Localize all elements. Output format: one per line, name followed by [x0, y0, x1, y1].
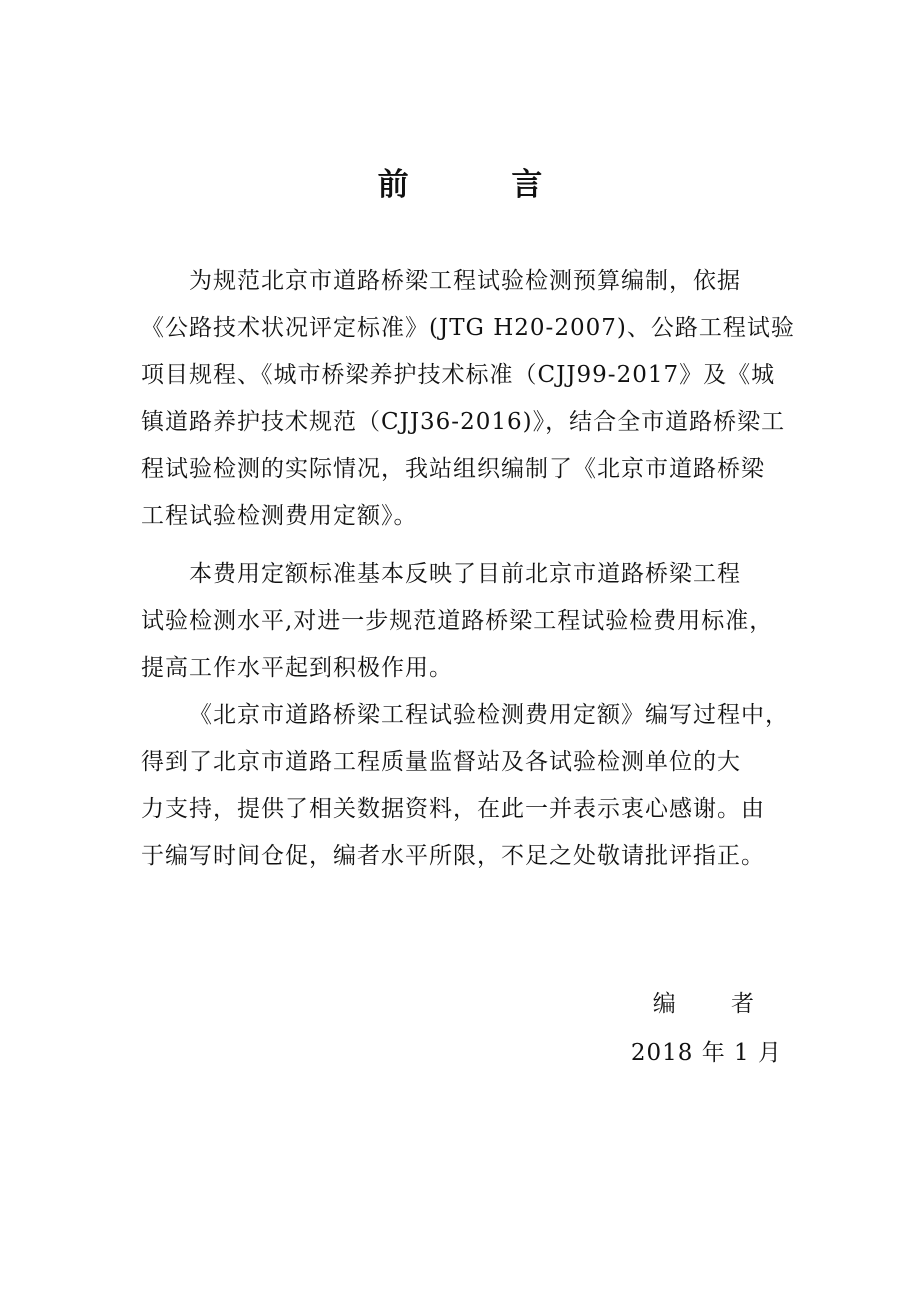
paragraph-line: 提高工作水平起到积极作用。: [141, 655, 453, 681]
paragraph-line: 程试验检测的实际情况，我站组织编制了《北京市道路桥梁: [141, 456, 765, 482]
paragraph-line: 《北京市道路桥梁工程试验检测费用定额》编写过程中，: [189, 702, 789, 728]
paragraph-line: 于编写时间仓促，编者水平所限，不足之处敬请批评指正。: [141, 843, 765, 869]
paragraph-line: 项目规程、《城市桥梁养护技术标准（CJJ99-2017》及《城: [141, 362, 776, 388]
signature-author: 编 者: [652, 991, 778, 1017]
paragraph-line: 为规范北京市道路桥梁工程试验检测预算编制，依据: [189, 268, 741, 294]
signature-date: 2018 年 1 月: [630, 1040, 782, 1066]
paragraph-line: 本费用定额标准基本反映了目前北京市道路桥梁工程: [189, 561, 741, 587]
paragraph-line: 得到了北京市道路工程质量监督站及各试验检测单位的大: [141, 749, 741, 775]
paragraph-line: 力支持，提供了相关数据资料，在此一并表示衷心感谢。由: [141, 796, 765, 822]
page-title: 前 言: [377, 167, 589, 203]
paragraph-line: 镇道路养护技术规范（CJJ36-2016)》，结合全市道路桥梁工: [141, 409, 786, 435]
paragraph-line: 试验检测水平,对进一步规范道路桥梁工程试验检费用标准，: [141, 608, 774, 634]
paragraph-line: 工程试验检测费用定额》。: [141, 503, 418, 529]
paragraph-line: 《公路技术状况评定标准》(JTG H20-2007)、公路工程试验: [141, 315, 795, 341]
paragraph-2: [141, 551, 783, 692]
paragraph-1: [141, 258, 795, 540]
paragraph-3: [141, 692, 789, 880]
